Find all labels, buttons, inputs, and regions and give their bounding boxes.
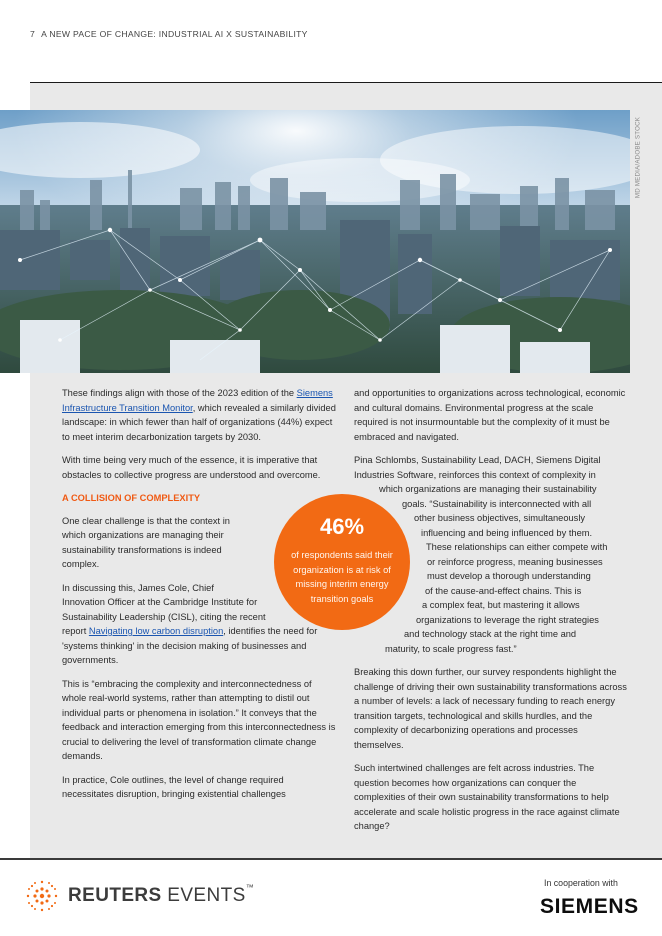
paragraph: In discussing this, James Cole, Chief Innovation Officer at the Cambridge Institute for Sustainability Leadership (CISL), citing the recent report Navigating low carbon disruption, identifies the need for 'systems thinking' in the decision making of businesses and governments. — [62, 582, 318, 665]
reuters-events-wordmark: REUTERS EVENTS™ — [68, 883, 255, 906]
city-network-illustration — [0, 110, 630, 373]
paragraph: and opportunities to organizations across technological, economic and cultural domains. Environmental progress at the scale required is not insurmountable but the complexity of it must be embraced and navigated. — [354, 388, 626, 442]
page-number: 7 — [30, 29, 36, 39]
photo-credit: MD MEDIA/ADOBE STOCK — [634, 116, 642, 199]
paragraph: These findings align with those of the 2023 edition of the Siemens Infrastructure Transition Monitor, which revealed a similarly divided landscape: in which fewer than half of organizations (44%) expect to meet interim decarbonization targets by 2030. — [62, 388, 336, 442]
siemens-logo: SIEMENS — [540, 895, 639, 918]
infrastructure-monitor-link[interactable]: Siemens Infrastructure Transition Monitor — [62, 388, 333, 413]
stat-callout — [274, 494, 410, 630]
cooperation-label: In cooperation with — [544, 878, 618, 888]
section-subheading: A COLLISION OF COMPLEXITY — [62, 493, 201, 503]
reuters-dot-mark-icon — [24, 878, 60, 914]
paragraph: With time being very much of the essence, it is imperative that obstacles to collective progress are understood and overcome. — [62, 455, 321, 480]
paragraph: One clear challenge is that the context in which organizations are managing their sustainability transformations is indeed complex. — [62, 515, 230, 569]
hero-image — [0, 110, 630, 373]
paragraph: Such intertwined challenges are felt across industries. The question becomes how organizations can conquer the complexities of their own sustainability transformations to help accelerate and scale holistic progress in the race against climate change? — [354, 763, 620, 831]
document-title: A NEW PACE OF CHANGE: INDUSTRIAL AI X SUSTAINABILITY — [41, 29, 308, 39]
paragraph: In practice, Cole outlines, the level of change required necessitates disruption, bringing existential challenges — [62, 774, 286, 799]
paragraph: Breaking this down further, our survey respondents highlight the challenge of driving their own sustainability transformations across a number of levels: a lack of necessary funding to reach energy transition targets, technological and skills hurdles, and the complexity of decarbonizing operations and processes themselves. — [354, 667, 627, 750]
right-column — [354, 386, 628, 843]
quote-paragraph: Pina Schlombs, Sustainability Lead, DACH, Siemens Digital Industries Software, reinforces this context of complexity in which organizations are managing their sustainability goals. “Sustainability is interconnected with all other business objectives, simultaneously influencing and being influenced by them. These relationships can either compete with or reinforce progress, meaning businesses must develop a thorough understanding of the cause-and-effect chains. This is a complex feat, but mastering it allows organizations to leverage the right strategies and technology stack at the right time and maturity, to scale progress fast.” — [354, 455, 608, 654]
stat-value: 46% — [319, 514, 365, 539]
stat-label: of respondents said their organization is at risk of missing interim energy transition goals — [291, 550, 393, 604]
running-header — [30, 29, 308, 39]
footer-divider — [0, 858, 662, 860]
paragraph: This is “embracing the complexity and interconnectedness of whole real-world systems, rather than attempting to distil out individual parts or phenomena in isolation.” It conveys that the feedback and interaction emerging from this interconnectedness is crucial to delivering the level of transformation climate change demands. — [62, 678, 336, 761]
reuters-events-logo — [24, 878, 254, 914]
low-carbon-disruption-link[interactable]: Navigating low carbon disruption — [88, 626, 224, 636]
